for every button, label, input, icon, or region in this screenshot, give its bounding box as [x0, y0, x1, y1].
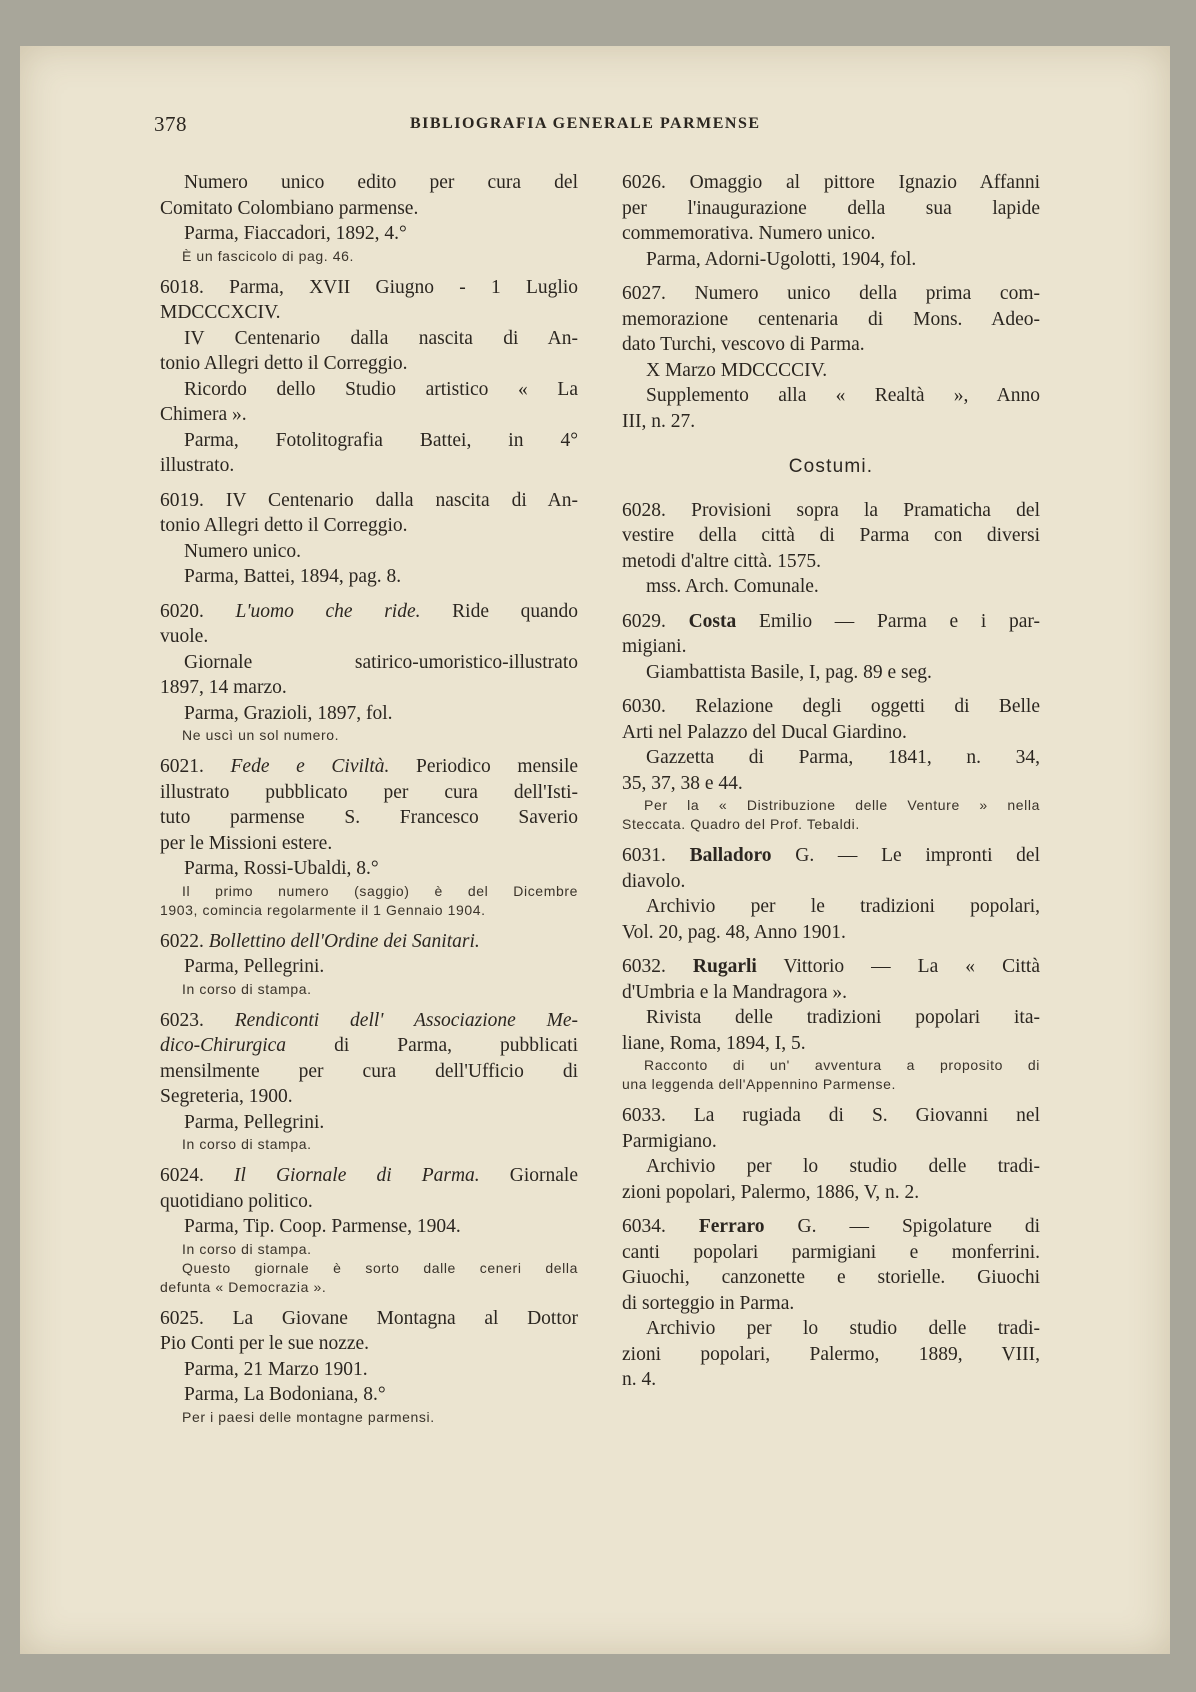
entry-text: di sorteggio in Parma. [622, 1292, 795, 1314]
entry-heading [622, 609, 1040, 635]
entry-heading [160, 754, 578, 780]
entry-author: Ferraro [698, 1216, 765, 1237]
entry-imprint: zioni popolari, Palermo, 1886, V, n. 2. [622, 1181, 920, 1203]
entry-imprint: Parma, Pellegrini. [184, 1111, 325, 1133]
entry-imprint: Archivio per lo studio delle tradi- [646, 1318, 1040, 1339]
entry-6028 [622, 498, 1040, 600]
entry-text: metodi d'altre città. 1575. [622, 550, 821, 572]
entry-text: dato Turchi, vescovo di Parma. [622, 334, 865, 355]
entry-text: G. — Spigolature di [797, 1216, 1041, 1237]
entry-note: In corso di stampa. [182, 980, 312, 997]
entry-heading: 6028. Provisioni sopra la Pramaticha del [622, 499, 1040, 521]
entry-text: MDCCCXCIV. [160, 302, 281, 323]
entry-note: Il primo numero (saggio) è del Dicembre [182, 882, 578, 899]
entry-imprint: illustrato. [160, 455, 235, 476]
entry-text: Pio Conti per le sue nozze. [160, 1333, 370, 1354]
entry-text: 1897, 14 marzo. [160, 677, 287, 698]
entry-text: Numero unico edito per cura del [184, 172, 578, 193]
running-title: BIBLIOGRAFIA GENERALE PARMENSE [410, 115, 761, 132]
entry-imprint: 35, 37, 38 e 44. [622, 772, 743, 794]
entry-text: canti popolari parmigiani e monferrini. [622, 1241, 1040, 1263]
entry-title: Fede e Civiltà. [230, 756, 390, 777]
entry-title: Rendiconti dell' Associazione Me- [234, 1009, 578, 1031]
entry-text: per le Missioni estere. [160, 832, 333, 854]
entry-text: Chimera ». [160, 404, 247, 425]
entry-6017-continued [160, 170, 578, 266]
entry-title: Il Giornale di Parma. [233, 1165, 480, 1186]
entry-text: X Marzo MDCCCCIV. [646, 359, 828, 381]
entry-text: vestire della città di Parma con diversi [622, 525, 1040, 546]
entry-heading: 6025. La Giovane Montagna al Dottor [160, 1307, 578, 1329]
entry-text: illustrato pubblicato per cura dell'Isti- [160, 781, 578, 803]
entry-text: Parmigiano. [622, 1130, 717, 1152]
entry-number: 6021. [160, 756, 204, 777]
entry-6019 [160, 488, 578, 590]
section-heading: Costumi. [788, 456, 874, 477]
entry-heading [160, 1163, 578, 1189]
entry-text: tonio Allegri detto il Correggio. [160, 353, 408, 374]
entry-heading: 6030. Relazione degli oggetti di Belle [622, 696, 1040, 717]
entry-text: di Parma, pubblicati [334, 1035, 579, 1056]
entry-6026 [622, 170, 1040, 272]
entry-imprint: n. 4. [622, 1369, 657, 1390]
entry-note: Racconto di un' avventura a proposito di [644, 1057, 1040, 1073]
entry-note: Questo giornale è sorto dalle ceneri della [182, 1259, 578, 1276]
entry-text: per l'inaugurazione della sua lapide [622, 197, 1040, 219]
entry-author: Balladoro [689, 845, 772, 866]
entry-note: Per i paesi delle montagne parmensi. [182, 1408, 435, 1425]
entry-number: 6029. [622, 610, 666, 632]
entry-text: G. — Le impronti del [795, 845, 1041, 866]
left-column [160, 170, 578, 1436]
entry-6032 [622, 954, 1040, 1094]
entry-6021 [160, 754, 578, 920]
entry-text: tuto parmense S. Francesco Saverio [160, 807, 578, 828]
entry-imprint: Parma, La Bodoniana, 8.° [184, 1384, 386, 1405]
entry-6025 [160, 1306, 578, 1427]
entry-imprint: III, n. 27. [622, 410, 696, 432]
entry-6020 [160, 599, 578, 746]
entry-text: Parma, 21 Marzo 1901. [184, 1358, 368, 1380]
entry-note: Steccata. Quadro del Prof. Tebaldi. [622, 816, 860, 832]
entry-imprint: Gazzetta di Parma, 1841, n. 34, [646, 747, 1040, 768]
entry-6031 [622, 843, 1040, 945]
entry-text: commemorativa. Numero unico. [622, 223, 876, 244]
entry-note: In corso di stampa. [182, 1240, 312, 1257]
entry-imprint: Archivio per le tradizioni popolari, [646, 896, 1040, 917]
entry-imprint: Supplemento alla « Realtà », Anno [646, 385, 1040, 406]
entry-text: Vittorio — La « Città [783, 956, 1040, 977]
entry-text: Periodico mensile [416, 756, 579, 777]
entry-6029 [622, 609, 1040, 686]
entry-imprint: zioni popolari, Palermo, 1889, VIII, [622, 1343, 1040, 1365]
entry-imprint: mss. Arch. Comunale. [646, 576, 819, 597]
right-column [622, 170, 1040, 1402]
entry-text: vuole. [160, 626, 209, 647]
entry-imprint: Rivista delle tradizioni popolari ita- [646, 1007, 1040, 1028]
entry-text: memorazione centenaria di Mons. Adeo- [622, 308, 1040, 330]
entry-number: 6020. [160, 600, 204, 622]
entry-note: defunta « Democrazia ». [160, 1278, 327, 1295]
entry-heading [622, 1214, 1040, 1240]
entry-note: Ne uscì un sol numero. [182, 727, 340, 743]
entry-imprint: Parma, Fiaccadori, 1892, 4.° [184, 223, 407, 244]
entry-imprint: Archivio per lo studio delle tradi- [646, 1156, 1040, 1177]
entry-6033 [622, 1103, 1040, 1205]
entry-6034 [622, 1214, 1040, 1393]
entry-text: Ride quando [452, 600, 579, 622]
entry-imprint: Parma, Rossi-Ubaldi, 8.° [184, 858, 379, 879]
entry-6027 [622, 281, 1040, 434]
entry-note: È un fascicolo di pag. 46. [182, 247, 355, 264]
entry-note: una leggenda dell'Appennino Parmense. [622, 1076, 896, 1092]
entry-6024 [160, 1163, 578, 1297]
entry-heading [160, 1008, 578, 1034]
entry-text: diavolo. [622, 870, 686, 892]
page-header [20, 112, 1170, 136]
entry-author: Costa [688, 610, 737, 632]
entry-number: 6022. [160, 930, 204, 952]
entry-6030 [622, 694, 1040, 834]
entry-text: Giornale [509, 1165, 579, 1186]
entry-text: migiani. [622, 636, 687, 657]
entry-author: Rugarli [692, 956, 757, 977]
entry-text: quotidiano politico. [160, 1190, 313, 1212]
entry-note: 1903, comincia regolarmente il 1 Gennaio 1904. [160, 901, 486, 918]
entry-number: 6031. [622, 845, 666, 866]
entry-text: Emilio — Parma e i par- [758, 610, 1041, 632]
entry-heading [160, 599, 578, 625]
entry-text: Arti nel Palazzo del Ducal Giardino. [622, 721, 907, 743]
entry-text: IV Centenario dalla nascita di An- [184, 327, 578, 349]
entry-title: Bollettino dell'Ordine dei Sanitari. [208, 930, 480, 952]
entry-imprint: Parma, Battei, 1894, pag. 8. [184, 566, 402, 587]
entry-note: In corso di stampa. [182, 1136, 312, 1152]
entry-heading: 6026. Omaggio al pittore Ignazio Affanni [622, 172, 1040, 193]
entry-note: Per la « Distribuzione delle Venture » nella [644, 797, 1040, 813]
entry-heading [622, 843, 1040, 869]
entry-6023 [160, 1008, 578, 1155]
entry-text: Giuochi, canzonette e storielle. Giuochi [622, 1267, 1040, 1288]
entry-text: Comitato Colombiano parmense. [160, 197, 419, 219]
entry-text: mensilmente per cura dell'Ufficio di [160, 1060, 578, 1082]
entry-imprint: Parma, Grazioli, 1897, fol. [184, 702, 393, 724]
entry-text: Segreteria, 1900. [160, 1086, 293, 1107]
entry-imprint: liane, Roma, 1894, I, 5. [622, 1032, 806, 1054]
entry-number: 6024. [160, 1165, 204, 1186]
entry-text: tonio Allegri detto il Correggio. [160, 515, 408, 536]
entry-number: 6034. [622, 1216, 666, 1237]
entry-heading: 6033. La rugiada di S. Giovanni nel [622, 1105, 1040, 1126]
entry-title: dico-Chirurgica [160, 1035, 287, 1056]
entry-imprint: Parma, Adorni-Ugolotti, 1904, fol. [646, 248, 917, 270]
entry-text: Giornale satirico-umoristico-illustrato [184, 651, 578, 673]
entry-heading: 6018. Parma, XVII Giugno - 1 Luglio [160, 276, 578, 298]
entry-text: Numero unico. [184, 540, 301, 562]
book-page [20, 46, 1170, 1654]
page-number: 378 [154, 112, 187, 136]
entry-imprint: Parma, Fotolitografia Battei, in 4° [184, 429, 578, 451]
entry-imprint: Vol. 20, pag. 48, Anno 1901. [622, 921, 846, 943]
entry-imprint: Giambattista Basile, I, pag. 89 e seg. [646, 661, 932, 683]
entry-number: 6023. [160, 1009, 204, 1031]
entry-6018 [160, 275, 578, 479]
entry-imprint: Parma, Tip. Coop. Parmense, 1904. [184, 1216, 461, 1237]
entry-6022 [160, 929, 578, 999]
entry-number: 6032. [622, 956, 666, 977]
entry-text: Ricordo dello Studio artistico « La [184, 378, 578, 400]
entry-heading: 6027. Numero unico della prima com- [622, 283, 1040, 304]
entry-title: L'uomo che ride. [235, 600, 421, 622]
entry-imprint: Parma, Pellegrini. [184, 956, 325, 977]
entry-text: d'Umbria e la Mandragora ». [622, 981, 847, 1003]
entry-heading [622, 954, 1040, 980]
entry-text [160, 1033, 578, 1059]
entry-heading [160, 929, 578, 955]
entry-heading: 6019. IV Centenario dalla nascita di An- [160, 489, 578, 511]
